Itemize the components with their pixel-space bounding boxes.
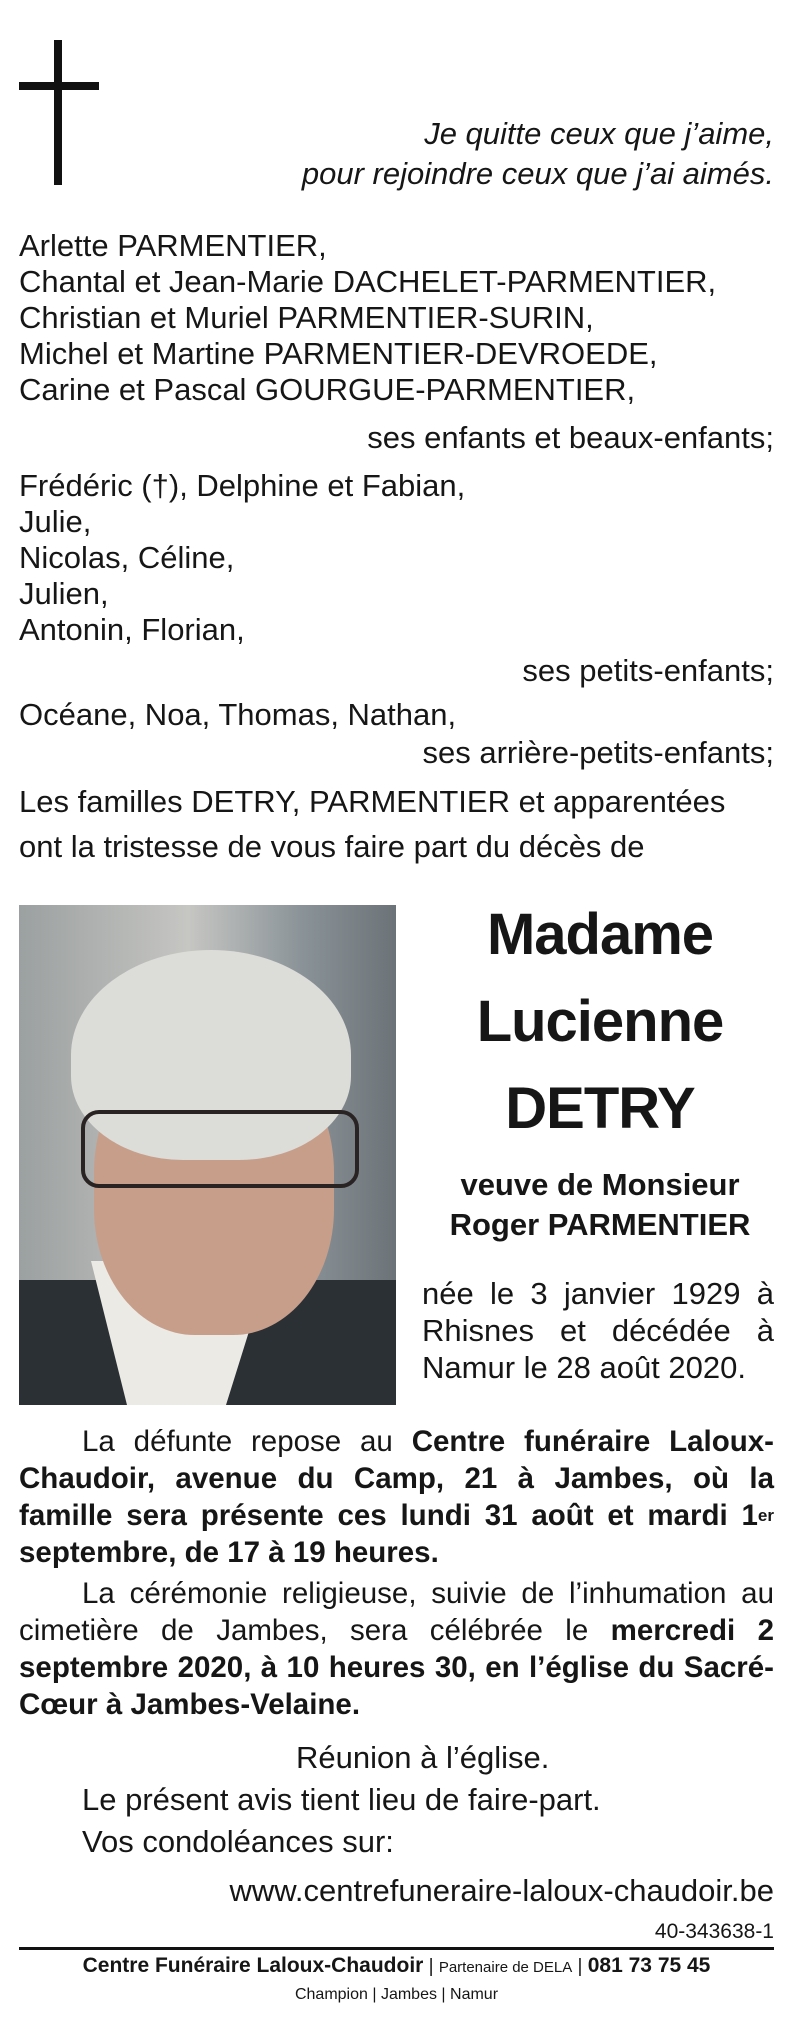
footer-partner: Partenaire de DELA	[438, 1959, 573, 1976]
child-name: Michel et Martine PARMENTIER-DEVROEDE,	[19, 336, 658, 371]
great-grandchildren-names: Océane, Noa, Thomas, Nathan,	[19, 697, 457, 732]
child-name: Christian et Muriel PARMENTIER-SURIN,	[19, 300, 594, 335]
grandchild-name: Nicolas, Céline,	[19, 540, 235, 575]
condolences-website-link[interactable]: www.centrefuneraire-laloux-chaudoir.be	[229, 1873, 774, 1908]
child-name: Arlette PARMENTIER,	[19, 228, 327, 263]
repose-superscript: er	[757, 1506, 774, 1525]
quote-line-1: Je quitte ceux que j’aime,	[424, 116, 774, 151]
condolences-label: Vos condoléances sur:	[82, 1824, 394, 1859]
grandchild-name: Antonin, Florian,	[19, 612, 245, 647]
grandchild-name: Julien,	[19, 576, 109, 611]
footer-company-line	[19, 1953, 774, 1981]
deceased-portrait-photo	[19, 905, 396, 1405]
footer-divider	[19, 1947, 774, 1950]
widow-line-2: Roger PARMENTIER	[449, 1207, 751, 1242]
repose-intro: La défunte repose au	[82, 1425, 412, 1458]
grandchildren-relation: ses petits-enfants;	[522, 653, 774, 688]
reference-number: 40-343638-1	[654, 1920, 774, 1943]
families-line-2: ont la tristesse de vous faire part du décès de	[19, 829, 645, 864]
church-meeting: Réunion à l’église.	[296, 1740, 550, 1775]
repose-details: Centre funéraire Laloux-Chaudoir, avenue du Camp, 21 à Jambes, où la famille sera présente ces lundi 31 août et mardi 1	[19, 1425, 774, 1532]
families-line-1: Les familles DETRY, PARMENTIER et apparentées	[19, 784, 726, 819]
birth-death-line-1: née le 3 janvier 1929 à	[422, 1276, 774, 1311]
grandchildren-list	[19, 468, 465, 648]
birth-death-line-2: Rhisnes et décédée à	[422, 1313, 774, 1348]
grandchild-name: Frédéric (†), Delphine et Fabian,	[19, 468, 466, 503]
children-relation: ses enfants et beaux-enfants;	[367, 420, 774, 455]
footer-locations: Champion | Jambes | Namur	[294, 1986, 499, 2003]
cross-icon	[19, 40, 99, 185]
notice-statement: Le présent avis tient lieu de faire-part.	[82, 1782, 601, 1817]
repose-details-end: septembre, de 17 à 19 heures.	[19, 1536, 439, 1569]
deceased-last-name: DETRY	[505, 1076, 695, 1141]
grandchild-name: Julie,	[19, 504, 92, 539]
families-announcement	[19, 779, 725, 869]
ceremony-paragraph	[19, 1575, 774, 1723]
deceased-first-name: Lucienne	[476, 989, 724, 1054]
great-grandchildren-relation: ses arrière-petits-enfants;	[422, 735, 774, 770]
quote-line-2: pour rejoindre ceux que j’ai aimés.	[301, 156, 774, 191]
children-list	[19, 228, 716, 408]
child-name: Chantal et Jean-Marie DACHELET-PARMENTIER,	[19, 264, 717, 299]
footer-separator: |	[572, 1956, 588, 1977]
birth-death-line-3: Namur le 28 août 2020.	[422, 1350, 746, 1385]
ceremony-intro: La cérémonie religieuse, suivie de l’inhumation au cimetière de Jambes, sera célébrée le	[19, 1577, 774, 1647]
footer-company-name: Centre Funéraire Laloux-Chaudoir	[82, 1954, 424, 1977]
widow-line-1: veuve de Monsieur	[460, 1167, 740, 1202]
repose-paragraph	[19, 1423, 774, 1571]
child-name: Carine et Pascal GOURGUE-PARMENTIER,	[19, 372, 636, 407]
footer-separator: |	[423, 1956, 439, 1977]
deceased-title: Madame	[486, 902, 714, 967]
footer-phone: 081 73 75 45	[587, 1954, 711, 1977]
epitaph-quote	[302, 114, 774, 194]
ceremony-details: mercredi 2 septembre 2020, à 10 heures 30, en l’église du Sacré-Cœur à Jambes-Velaine.	[19, 1614, 774, 1721]
